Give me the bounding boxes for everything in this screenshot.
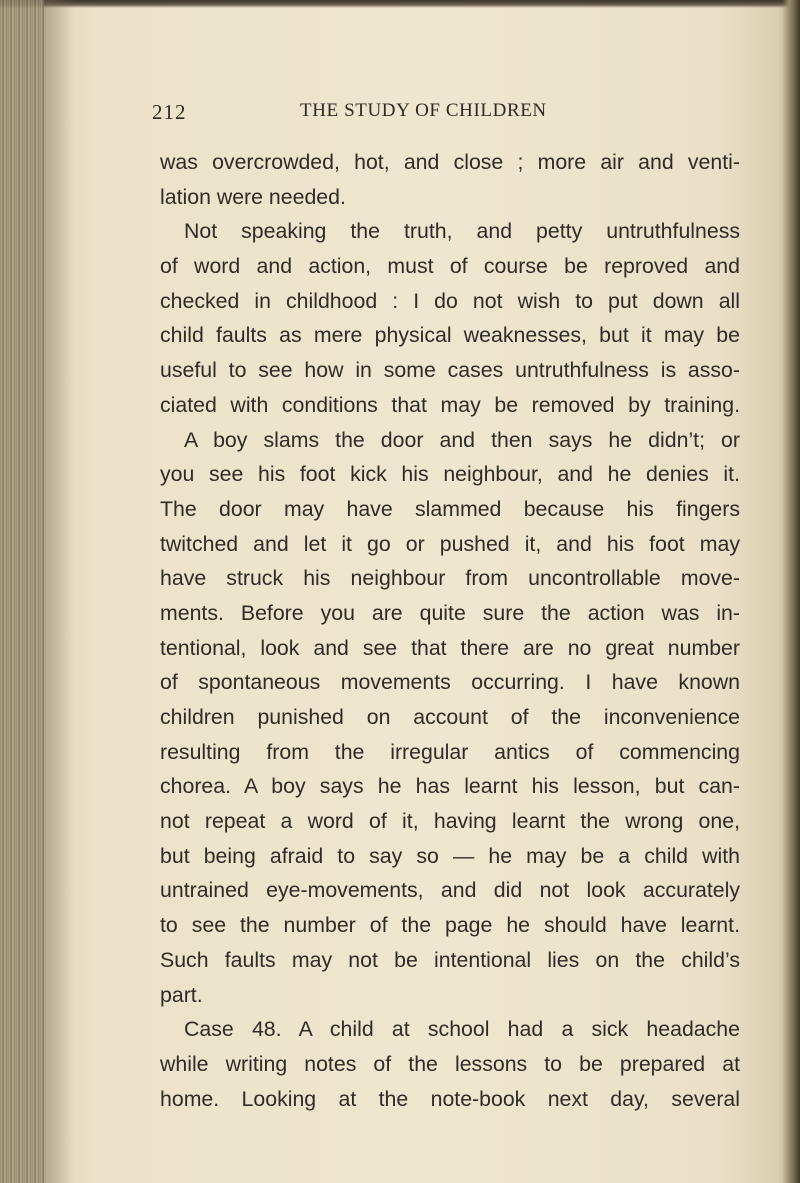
- text-line: ments. Before you are quite sure the action was in-: [160, 600, 740, 625]
- text-line: children punished on account of the inconvenience: [160, 705, 740, 729]
- text-line: Case 48. A child at school had a sick headache: [184, 1017, 740, 1042]
- book-binding: [0, 0, 44, 1183]
- text-line: was overcrowded, hot, and close ; more air and venti-: [160, 150, 740, 174]
- text-line: tentional, look and see that there are no great number: [160, 635, 740, 660]
- text-line: have struck his neighbour from uncontrollable move-: [160, 566, 740, 591]
- page-top-edge: [0, 0, 800, 8]
- text-line: twitched and let it go or pushed it, and his foot may: [160, 531, 740, 556]
- text-line: ciated with conditions that may be removed by training.: [160, 392, 740, 417]
- text-line: you see his foot kick his neighbour, and he denies it.: [160, 462, 740, 487]
- page-number: 212: [152, 100, 187, 124]
- text-line: untrained eye-movements, and did not look accurately: [160, 878, 740, 903]
- text-line: of spontaneous movements occurring. I have known: [160, 670, 740, 695]
- text-line: The door may have slammed because his fingers: [160, 496, 740, 521]
- text-line: home. Looking at the note-book next day, several: [160, 1086, 740, 1111]
- text-line: but being afraid to say so — he may be a child with: [160, 843, 740, 868]
- body-text: [160, 145, 740, 1116]
- text-line: chorea. A boy says he has learnt his lesson, but can-: [160, 774, 740, 799]
- text-line: child faults as mere physical weaknesses, but it may be: [160, 323, 740, 348]
- running-head: [152, 100, 572, 130]
- text-line: of word and action, must of course be reproved and: [160, 254, 740, 279]
- text-line: to see the number of the page he should have learnt.: [160, 913, 740, 938]
- text-line: part.: [160, 982, 203, 1007]
- text-line: A boy slams the door and then says he didn’t; or: [184, 427, 740, 452]
- text-line: useful to see how in some cases untruthfulness is asso-: [160, 358, 740, 383]
- text-line: resulting from the irregular antics of commencing: [160, 739, 740, 764]
- text-line: Not speaking the truth, and petty untruthfulness: [184, 219, 740, 244]
- binding-shadow: [44, 0, 74, 1183]
- running-title: THE STUDY OF CHILDREN: [300, 100, 547, 121]
- text-line: checked in childhood : I do not wish to put down all: [160, 288, 740, 313]
- text-line: Such faults may not be intentional lies on the child’s: [160, 947, 740, 972]
- text-line: lation were needed.: [160, 184, 346, 209]
- page-right-edge: [782, 0, 800, 1183]
- text-line: not repeat a word of it, having learnt the wrong one,: [160, 809, 740, 834]
- text-line: while writing notes of the lessons to be prepared at: [160, 1051, 740, 1076]
